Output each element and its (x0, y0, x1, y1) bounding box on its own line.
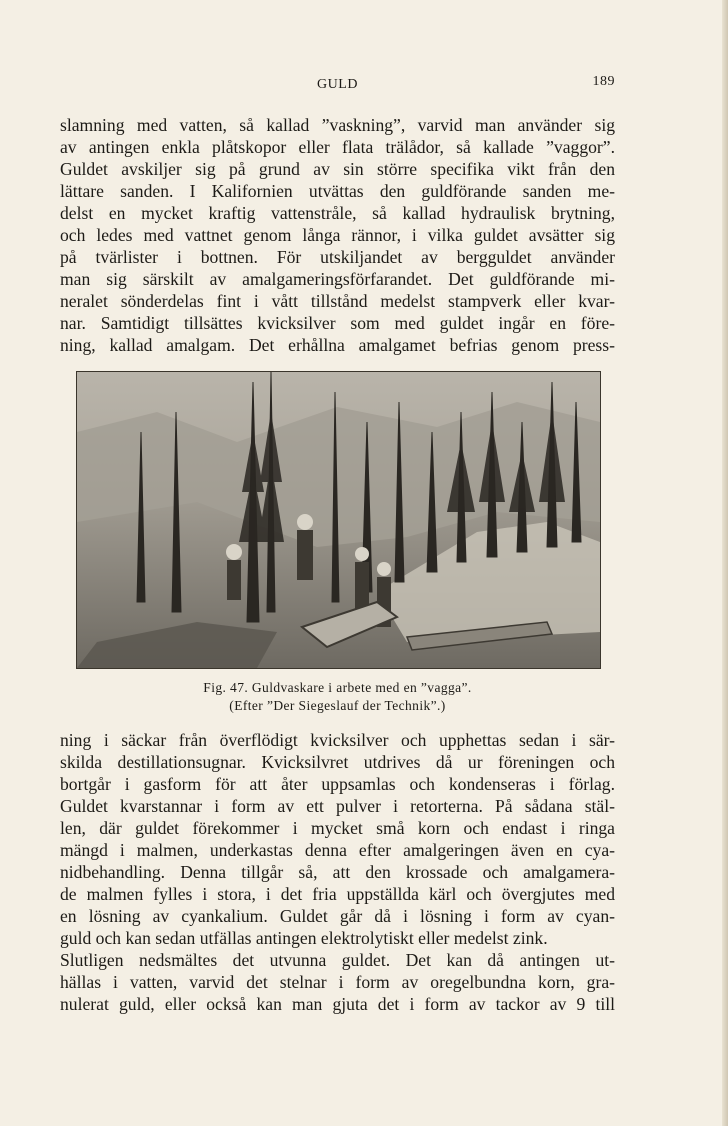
text-line: man sig särskilt av amalgameringsförfarandet. Det guldförande mi- (60, 269, 615, 289)
text-line: av antingen enkla plåtskopor eller flata trälådor, så kallade ”vaggor”. (60, 137, 615, 157)
caption-line: (Efter ”Der Siegeslauf der Technik”.) (229, 698, 446, 713)
text-line: slamning med vatten, så kallad ”vaskning”, varvid man använder sig (60, 115, 615, 135)
text-line: nar. Samtidigt tillsättes kvicksilver som med guldet ingår en före- (60, 313, 615, 333)
figure-photo-gold-washers (76, 371, 601, 669)
page-number: 189 (592, 74, 615, 89)
text-line: skilda destillationsugnar. Kvicksilvret utdrives då ur föreningen och (60, 752, 615, 772)
text-line: hällas i vatten, varvid det stelnar i form av oregelbundna korn, gra- (60, 972, 615, 992)
text-line: nulerat guld, eller också kan man gjuta det i form av tackor av 9 till (60, 994, 615, 1014)
text-line: på tvärlister i bottnen. För utskiljandet av bergguldet använder (60, 247, 615, 267)
text-line: len, där guldet förekommer i mycket små korn och endast i ringa (60, 818, 615, 838)
text-line: Guldet avskiljer sig på grund av sin större specifika vikt från den (60, 159, 615, 179)
text-line: ning i säckar från överflödigt kvicksilver och upphettas sedan i sär- (60, 730, 615, 750)
text-line: och ledes med vattnet genom långa rännor, i vilka guldet avsätter sig (60, 225, 615, 245)
text-line: Slutligen nedsmältes det utvunna guldet. Det kan då antingen ut- (60, 950, 615, 970)
text-line: delst en mycket kraftig vattenstråle, så kallad hydraulisk brytning, (60, 203, 615, 223)
text-line: Guldet kvarstannar i form av ett pulver i retorterna. På sådana stäl- (60, 796, 615, 816)
photo-illustration (77, 372, 600, 668)
text-line: nidbehandling. Denna tillgår så, att den krossade och amalgamera- (60, 862, 615, 882)
text-line: neralet sönderdelas fint i vått tillstånd medelst stampverk eller kvar- (60, 291, 615, 311)
paragraph-top (60, 114, 615, 356)
running-head (60, 74, 615, 96)
text-line: ning, kallad amalgam. Det erhållna amalgamet befrias genom press- (60, 335, 615, 355)
page-edge (722, 0, 728, 1126)
figure-caption (60, 679, 615, 715)
text-line: guld och kan sedan utfällas antingen elektrolytiskt eller medelst zink. (60, 928, 548, 948)
text-line: lättare sanden. I Kalifornien utvättas den guldförande sanden me- (60, 181, 615, 201)
running-title: GULD (317, 77, 358, 92)
paragraph-bottom (60, 729, 615, 1015)
caption-line: Fig. 47. Guldvaskare i arbete med en ”vagga”. (203, 680, 472, 695)
text-line: mängd i malmen, underkastas denna efter amalgeringen även en cya- (60, 840, 615, 860)
text-line: en lösning av cyankalium. Guldet går då i lösning i form av cyan- (60, 906, 615, 926)
text-line: de malmen fylles i stora, i det fria uppställda kärl och övergjutes med (60, 884, 615, 904)
text-line: bortgår i gasform för att åter uppsamlas och kondenseras i förlag. (60, 774, 615, 794)
